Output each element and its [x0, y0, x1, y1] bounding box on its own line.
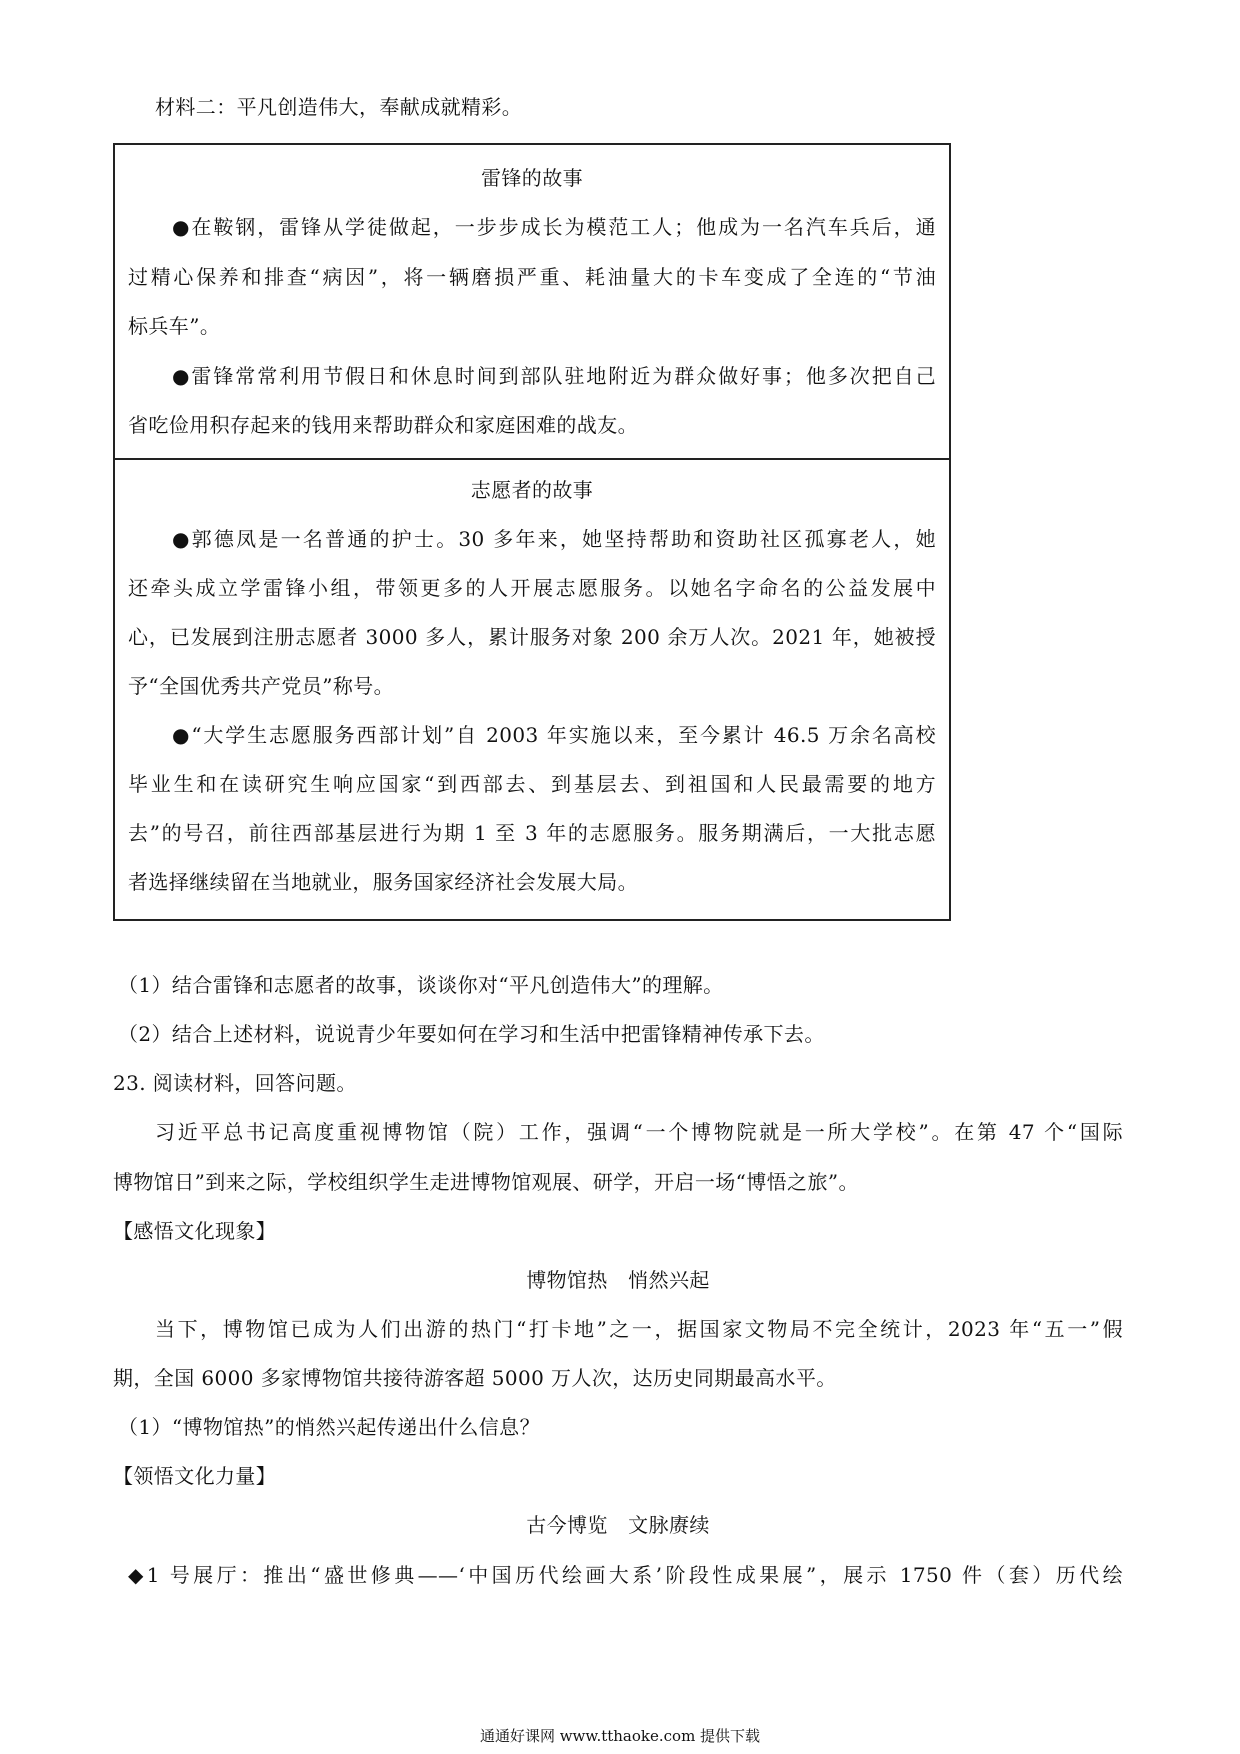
- volunteer-title: 志愿者的故事: [470, 478, 594, 502]
- question-22-1: （1）结合雷锋和志愿者的故事，谈谈你对“平凡创造伟大”的理解。: [118, 973, 724, 997]
- volunteer-p1-line2: 还牵头成立学雷锋小组，带领更多的人开展志愿服务。以她名字命名的公益发展中: [128, 576, 936, 600]
- section2-title: 古今博览 文脉赓续: [526, 1513, 710, 1537]
- question-23-title: 23. 阅读材料，回答问题。: [113, 1071, 357, 1095]
- leifeng-p2-line2: 省吃俭用积存起来的钱用来帮助群众和家庭困难的战友。: [128, 413, 638, 437]
- question-22-2: （2）结合上述材料，说说青少年要如何在学习和生活中把雷锋精神传承下去。: [118, 1022, 825, 1046]
- box-divider: [115, 458, 949, 460]
- section1-title: 博物馆热 悄然兴起: [526, 1268, 710, 1292]
- volunteer-p2-line1: ●“大学生志愿服务西部计划”自 2003 年实施以来，至今累计 46.5 万余名高校: [172, 723, 936, 747]
- volunteer-p2-line3: 去”的号召，前往西部基层进行为期 1 至 3 年的志愿服务。服务期满后，一大批志愿: [128, 821, 936, 845]
- q23-intro-line2: 博物馆日”到来之际，学校组织学生走进博物馆观展、研学，开启一场“博悟之旅”。: [113, 1170, 859, 1194]
- section1-label: 【感悟文化现象】: [113, 1219, 277, 1243]
- material-heading: 材料二：平凡创造伟大，奉献成就精彩。: [155, 95, 523, 119]
- section1-question: （1）“博物馆热”的悄然兴起传递出什么信息？: [118, 1415, 540, 1439]
- volunteer-p1-line1: ●郭德凤是一名普通的护士。30 多年来，她坚持帮助和资助社区孤寡老人，她: [172, 527, 936, 551]
- leifeng-p1-line2: 过精心保养和排查“病因”，将一辆磨损严重、耗油量大的卡车变成了全连的“节油: [128, 265, 936, 289]
- q23-intro-line1: 习近平总书记高度重视博物馆（院）工作，强调“一个博物院就是一所大学校”。在第 47 个“国际: [155, 1120, 1123, 1144]
- leifeng-p1-line1: ●在鞍钢，雷锋从学徒做起，一步步成长为模范工人；他成为一名汽车兵后，通: [172, 215, 936, 239]
- leifeng-p1-line3: 标兵车”。: [128, 314, 221, 338]
- section2-body-line1: ◆1 号展厅：推出“盛世修典——‘中国历代绘画大系’阶段性成果展”，展示 1750 件（套）历代绘: [128, 1563, 1123, 1587]
- page-footer: 通通好课网 www.tthaoke.com 提供下载: [479, 1727, 761, 1745]
- volunteer-p2-line2: 毕业生和在读研究生响应国家“到西部去、到基层去、到祖国和人民最需要的地方: [128, 772, 936, 796]
- volunteer-p1-line3: 心，已发展到注册志愿者 3000 多人，累计服务对象 200 余万人次。2021 年，她被授: [128, 625, 936, 649]
- section1-body-line1: 当下，博物馆已成为人们出游的热门“打卡地”之一，据国家文物局不完全统计，2023 年“五一”假: [155, 1317, 1123, 1341]
- section2-label: 【领悟文化力量】: [113, 1464, 277, 1488]
- section1-body-line2: 期，全国 6000 多家博物馆共接待游客超 5000 万人次，达历史同期最高水平。: [113, 1366, 837, 1390]
- leifeng-title: 雷锋的故事: [481, 166, 583, 190]
- leifeng-p2-line1: ●雷锋常常利用节假日和休息时间到部队驻地附近为群众做好事；他多次把自己: [172, 364, 936, 388]
- volunteer-p2-line4: 者选择继续留在当地就业，服务国家经济社会发展大局。: [128, 870, 638, 894]
- volunteer-p1-line4: 予“全国优秀共产党员”称号。: [128, 674, 395, 698]
